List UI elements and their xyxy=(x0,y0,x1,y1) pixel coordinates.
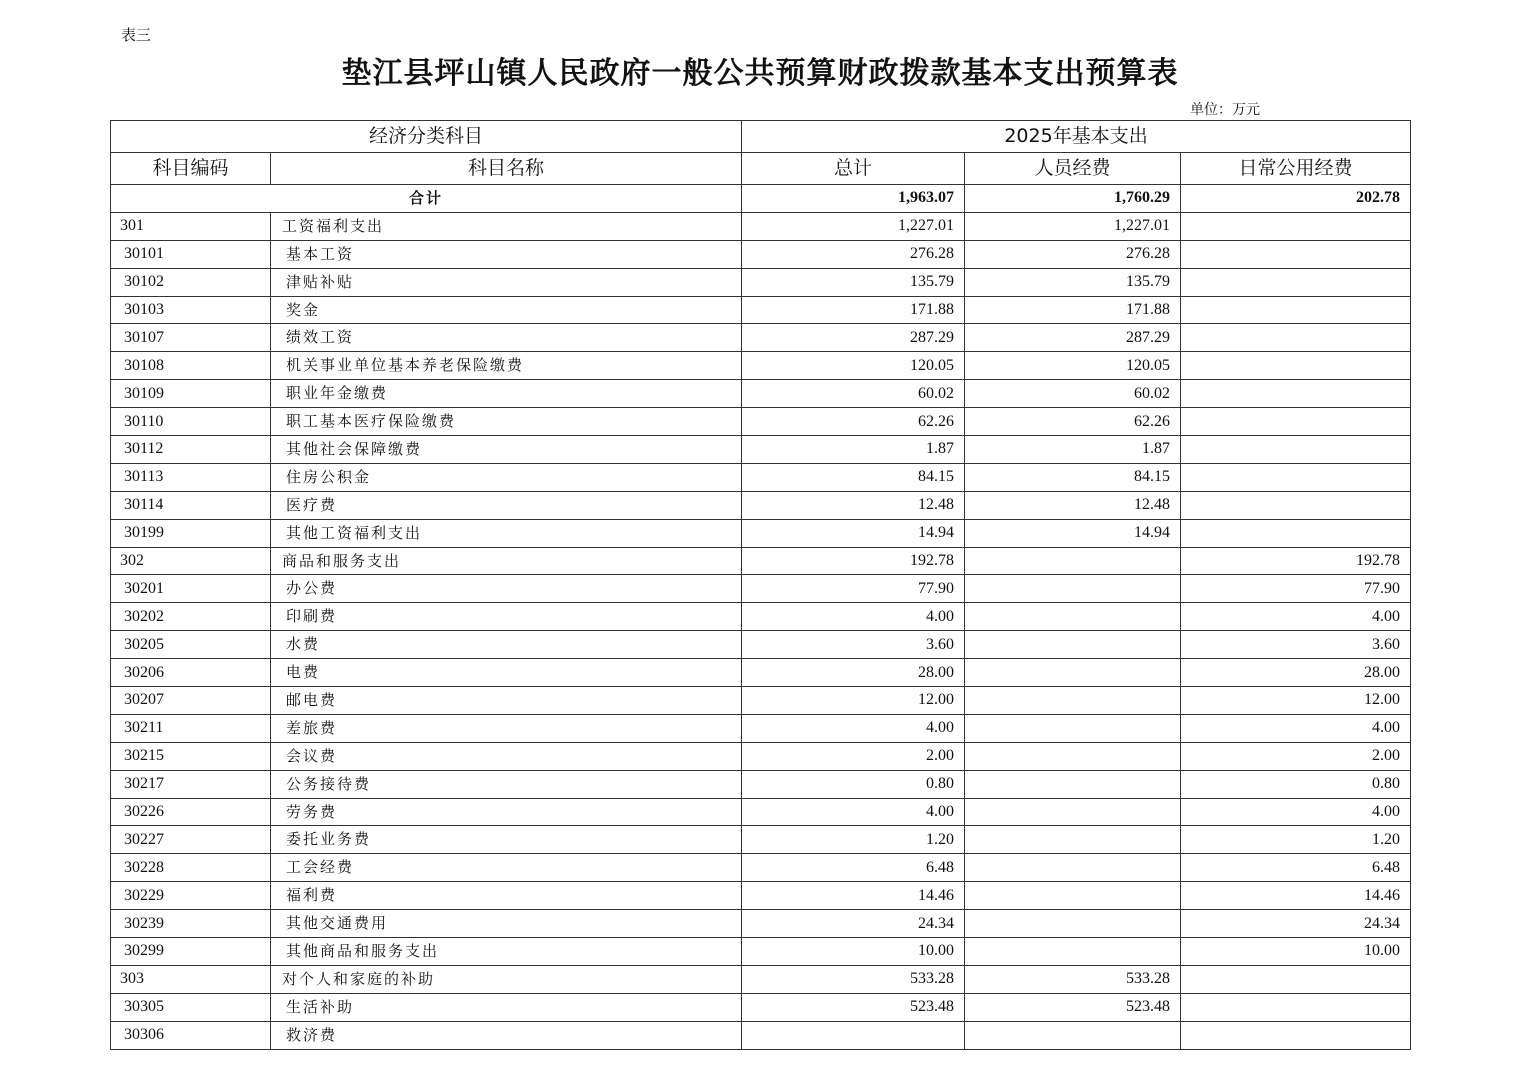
row-total: 120.05 xyxy=(742,352,965,380)
page-title: 垫江县坪山镇人民政府一般公共预算财政拨款基本支出预算表 xyxy=(341,56,1179,91)
row-public: 10.00 xyxy=(1181,938,1411,966)
row-public: 4.00 xyxy=(1181,798,1411,826)
row-total: 24.34 xyxy=(742,910,965,938)
table-row xyxy=(111,798,1411,826)
row-code: 30211 xyxy=(111,714,271,742)
row-total: 62.26 xyxy=(742,408,965,436)
row-total: 3.60 xyxy=(742,631,965,659)
row-personnel: 12.48 xyxy=(965,491,1181,519)
total-personnel: 1,760.29 xyxy=(965,185,1181,213)
table-row xyxy=(111,938,1411,966)
row-personnel: 135.79 xyxy=(965,268,1181,296)
row-code: 30227 xyxy=(111,826,271,854)
row-public xyxy=(1181,1021,1411,1049)
row-total: 276.28 xyxy=(742,240,965,268)
row-personnel xyxy=(965,631,1181,659)
table-row xyxy=(111,380,1411,408)
total-row xyxy=(111,185,1411,213)
row-name: 奖金 xyxy=(271,296,742,324)
row-code: 30107 xyxy=(111,324,271,352)
row-public xyxy=(1181,491,1411,519)
row-code: 30226 xyxy=(111,798,271,826)
table-row xyxy=(111,742,1411,770)
row-total: 287.29 xyxy=(742,324,965,352)
total-label: 合计 xyxy=(111,185,742,213)
row-personnel xyxy=(965,575,1181,603)
header-public: 日常公用经费 xyxy=(1181,153,1411,185)
row-name: 委托业务费 xyxy=(271,826,742,854)
row-name: 住房公积金 xyxy=(271,463,742,491)
row-code: 303 xyxy=(111,965,271,993)
row-public: 3.60 xyxy=(1181,631,1411,659)
total-public: 202.78 xyxy=(1181,185,1411,213)
row-code: 30113 xyxy=(111,463,271,491)
row-personnel xyxy=(965,603,1181,631)
row-public xyxy=(1181,993,1411,1021)
row-code: 30199 xyxy=(111,519,271,547)
row-public xyxy=(1181,408,1411,436)
row-public: 6.48 xyxy=(1181,854,1411,882)
row-total: 6.48 xyxy=(742,854,965,882)
row-total: 4.00 xyxy=(742,798,965,826)
budget-table xyxy=(110,120,1411,1050)
row-total: 60.02 xyxy=(742,380,965,408)
row-name: 绩效工资 xyxy=(271,324,742,352)
row-total: 77.90 xyxy=(742,575,965,603)
unit-label: 单位：万元 xyxy=(1190,102,1260,118)
row-code: 30206 xyxy=(111,659,271,687)
row-name: 其他交通费用 xyxy=(271,910,742,938)
total-total: 1,963.07 xyxy=(742,185,965,213)
row-code: 30112 xyxy=(111,436,271,464)
header-code: 科目编码 xyxy=(111,153,271,185)
row-public xyxy=(1181,519,1411,547)
row-total: 171.88 xyxy=(742,296,965,324)
row-name: 机关事业单位基本养老保险缴费 xyxy=(271,352,742,380)
table-row xyxy=(111,296,1411,324)
row-code: 30109 xyxy=(111,380,271,408)
table-row xyxy=(111,547,1411,575)
row-personnel xyxy=(965,1021,1181,1049)
row-personnel: 1,227.01 xyxy=(965,212,1181,240)
header-row-columns xyxy=(111,153,1411,185)
row-total: 533.28 xyxy=(742,965,965,993)
row-public xyxy=(1181,296,1411,324)
table-row xyxy=(111,240,1411,268)
row-personnel: 84.15 xyxy=(965,463,1181,491)
row-code: 30103 xyxy=(111,296,271,324)
row-personnel xyxy=(965,798,1181,826)
table-row xyxy=(111,603,1411,631)
row-public: 2.00 xyxy=(1181,742,1411,770)
row-code: 30102 xyxy=(111,268,271,296)
row-code: 30228 xyxy=(111,854,271,882)
row-code: 30217 xyxy=(111,770,271,798)
row-code: 30202 xyxy=(111,603,271,631)
row-name: 工会经费 xyxy=(271,854,742,882)
row-public: 192.78 xyxy=(1181,547,1411,575)
row-public xyxy=(1181,352,1411,380)
row-public: 24.34 xyxy=(1181,910,1411,938)
row-name: 办公费 xyxy=(271,575,742,603)
row-public: 4.00 xyxy=(1181,603,1411,631)
table-row xyxy=(111,575,1411,603)
row-name: 医疗费 xyxy=(271,491,742,519)
row-personnel xyxy=(965,882,1181,910)
row-personnel: 523.48 xyxy=(965,993,1181,1021)
table-label: 表三 xyxy=(121,26,152,44)
row-code: 30306 xyxy=(111,1021,271,1049)
header-name: 科目名称 xyxy=(271,153,742,185)
row-public: 12.00 xyxy=(1181,687,1411,715)
row-public xyxy=(1181,240,1411,268)
row-name: 职工基本医疗保险缴费 xyxy=(271,408,742,436)
row-public xyxy=(1181,463,1411,491)
row-code: 30205 xyxy=(111,631,271,659)
row-public: 0.80 xyxy=(1181,770,1411,798)
row-code: 30239 xyxy=(111,910,271,938)
row-name: 津贴补贴 xyxy=(271,268,742,296)
row-personnel xyxy=(965,547,1181,575)
table-row xyxy=(111,408,1411,436)
row-total: 14.94 xyxy=(742,519,965,547)
row-personnel: 14.94 xyxy=(965,519,1181,547)
table-row xyxy=(111,631,1411,659)
row-public: 14.46 xyxy=(1181,882,1411,910)
row-personnel: 1.87 xyxy=(965,436,1181,464)
row-name: 职业年金缴费 xyxy=(271,380,742,408)
row-code: 30101 xyxy=(111,240,271,268)
row-total: 12.48 xyxy=(742,491,965,519)
row-code: 30305 xyxy=(111,993,271,1021)
row-total: 1.87 xyxy=(742,436,965,464)
row-name: 对个人和家庭的补助 xyxy=(271,965,742,993)
row-personnel xyxy=(965,687,1181,715)
row-name: 商品和服务支出 xyxy=(271,547,742,575)
header-row-group xyxy=(111,121,1411,153)
row-personnel: 276.28 xyxy=(965,240,1181,268)
row-total: 523.48 xyxy=(742,993,965,1021)
row-public xyxy=(1181,380,1411,408)
row-personnel xyxy=(965,714,1181,742)
row-code: 302 xyxy=(111,547,271,575)
row-personnel: 62.26 xyxy=(965,408,1181,436)
table-row xyxy=(111,714,1411,742)
row-personnel xyxy=(965,910,1181,938)
row-name: 水费 xyxy=(271,631,742,659)
row-name: 福利费 xyxy=(271,882,742,910)
table-row xyxy=(111,519,1411,547)
row-total: 1.20 xyxy=(742,826,965,854)
row-name: 电费 xyxy=(271,659,742,687)
table-row xyxy=(111,826,1411,854)
header-economic-category: 经济分类科目 xyxy=(111,121,742,153)
row-personnel xyxy=(965,854,1181,882)
table-row xyxy=(111,770,1411,798)
row-name: 其他工资福利支出 xyxy=(271,519,742,547)
row-code: 30229 xyxy=(111,882,271,910)
row-code: 30215 xyxy=(111,742,271,770)
row-name: 印刷费 xyxy=(271,603,742,631)
table-row xyxy=(111,324,1411,352)
row-public: 4.00 xyxy=(1181,714,1411,742)
row-public xyxy=(1181,268,1411,296)
table-row xyxy=(111,965,1411,993)
row-public: 28.00 xyxy=(1181,659,1411,687)
row-personnel xyxy=(965,938,1181,966)
row-name: 公务接待费 xyxy=(271,770,742,798)
row-code: 30114 xyxy=(111,491,271,519)
table-row xyxy=(111,268,1411,296)
row-total: 28.00 xyxy=(742,659,965,687)
row-public xyxy=(1181,965,1411,993)
row-total: 0.80 xyxy=(742,770,965,798)
row-public xyxy=(1181,324,1411,352)
row-total: 192.78 xyxy=(742,547,965,575)
row-name: 会议费 xyxy=(271,742,742,770)
table-row xyxy=(111,659,1411,687)
row-name: 其他社会保障缴费 xyxy=(271,436,742,464)
row-code: 30108 xyxy=(111,352,271,380)
row-personnel xyxy=(965,770,1181,798)
row-personnel: 60.02 xyxy=(965,380,1181,408)
row-total: 4.00 xyxy=(742,603,965,631)
row-personnel: 533.28 xyxy=(965,965,1181,993)
row-name: 工资福利支出 xyxy=(271,212,742,240)
row-name: 生活补助 xyxy=(271,993,742,1021)
row-code: 30201 xyxy=(111,575,271,603)
row-total: 84.15 xyxy=(742,463,965,491)
table-row xyxy=(111,882,1411,910)
row-total: 135.79 xyxy=(742,268,965,296)
table-row xyxy=(111,212,1411,240)
row-public: 77.90 xyxy=(1181,575,1411,603)
table-row xyxy=(111,491,1411,519)
row-code: 30207 xyxy=(111,687,271,715)
row-public xyxy=(1181,436,1411,464)
row-personnel: 287.29 xyxy=(965,324,1181,352)
header-personnel: 人员经费 xyxy=(965,153,1181,185)
row-total: 12.00 xyxy=(742,687,965,715)
table-row xyxy=(111,352,1411,380)
row-name: 差旅费 xyxy=(271,714,742,742)
table-row xyxy=(111,687,1411,715)
header-basic-expenditure: 2025年基本支出 xyxy=(742,121,1411,153)
row-code: 301 xyxy=(111,212,271,240)
table-row xyxy=(111,1021,1411,1049)
row-total xyxy=(742,1021,965,1049)
row-total: 1,227.01 xyxy=(742,212,965,240)
row-public: 1.20 xyxy=(1181,826,1411,854)
row-total: 10.00 xyxy=(742,938,965,966)
row-personnel xyxy=(965,826,1181,854)
row-total: 2.00 xyxy=(742,742,965,770)
row-total: 4.00 xyxy=(742,714,965,742)
row-name: 邮电费 xyxy=(271,687,742,715)
row-name: 劳务费 xyxy=(271,798,742,826)
row-personnel xyxy=(965,742,1181,770)
row-personnel xyxy=(965,659,1181,687)
row-total: 14.46 xyxy=(742,882,965,910)
table-row xyxy=(111,910,1411,938)
table-row xyxy=(111,854,1411,882)
table-row xyxy=(111,993,1411,1021)
row-name: 救济费 xyxy=(271,1021,742,1049)
row-personnel: 171.88 xyxy=(965,296,1181,324)
row-name: 基本工资 xyxy=(271,240,742,268)
row-code: 30299 xyxy=(111,938,271,966)
table-row xyxy=(111,463,1411,491)
row-name: 其他商品和服务支出 xyxy=(271,938,742,966)
row-public xyxy=(1181,212,1411,240)
header-total: 总计 xyxy=(742,153,965,185)
table-row xyxy=(111,436,1411,464)
row-code: 30110 xyxy=(111,408,271,436)
row-personnel: 120.05 xyxy=(965,352,1181,380)
